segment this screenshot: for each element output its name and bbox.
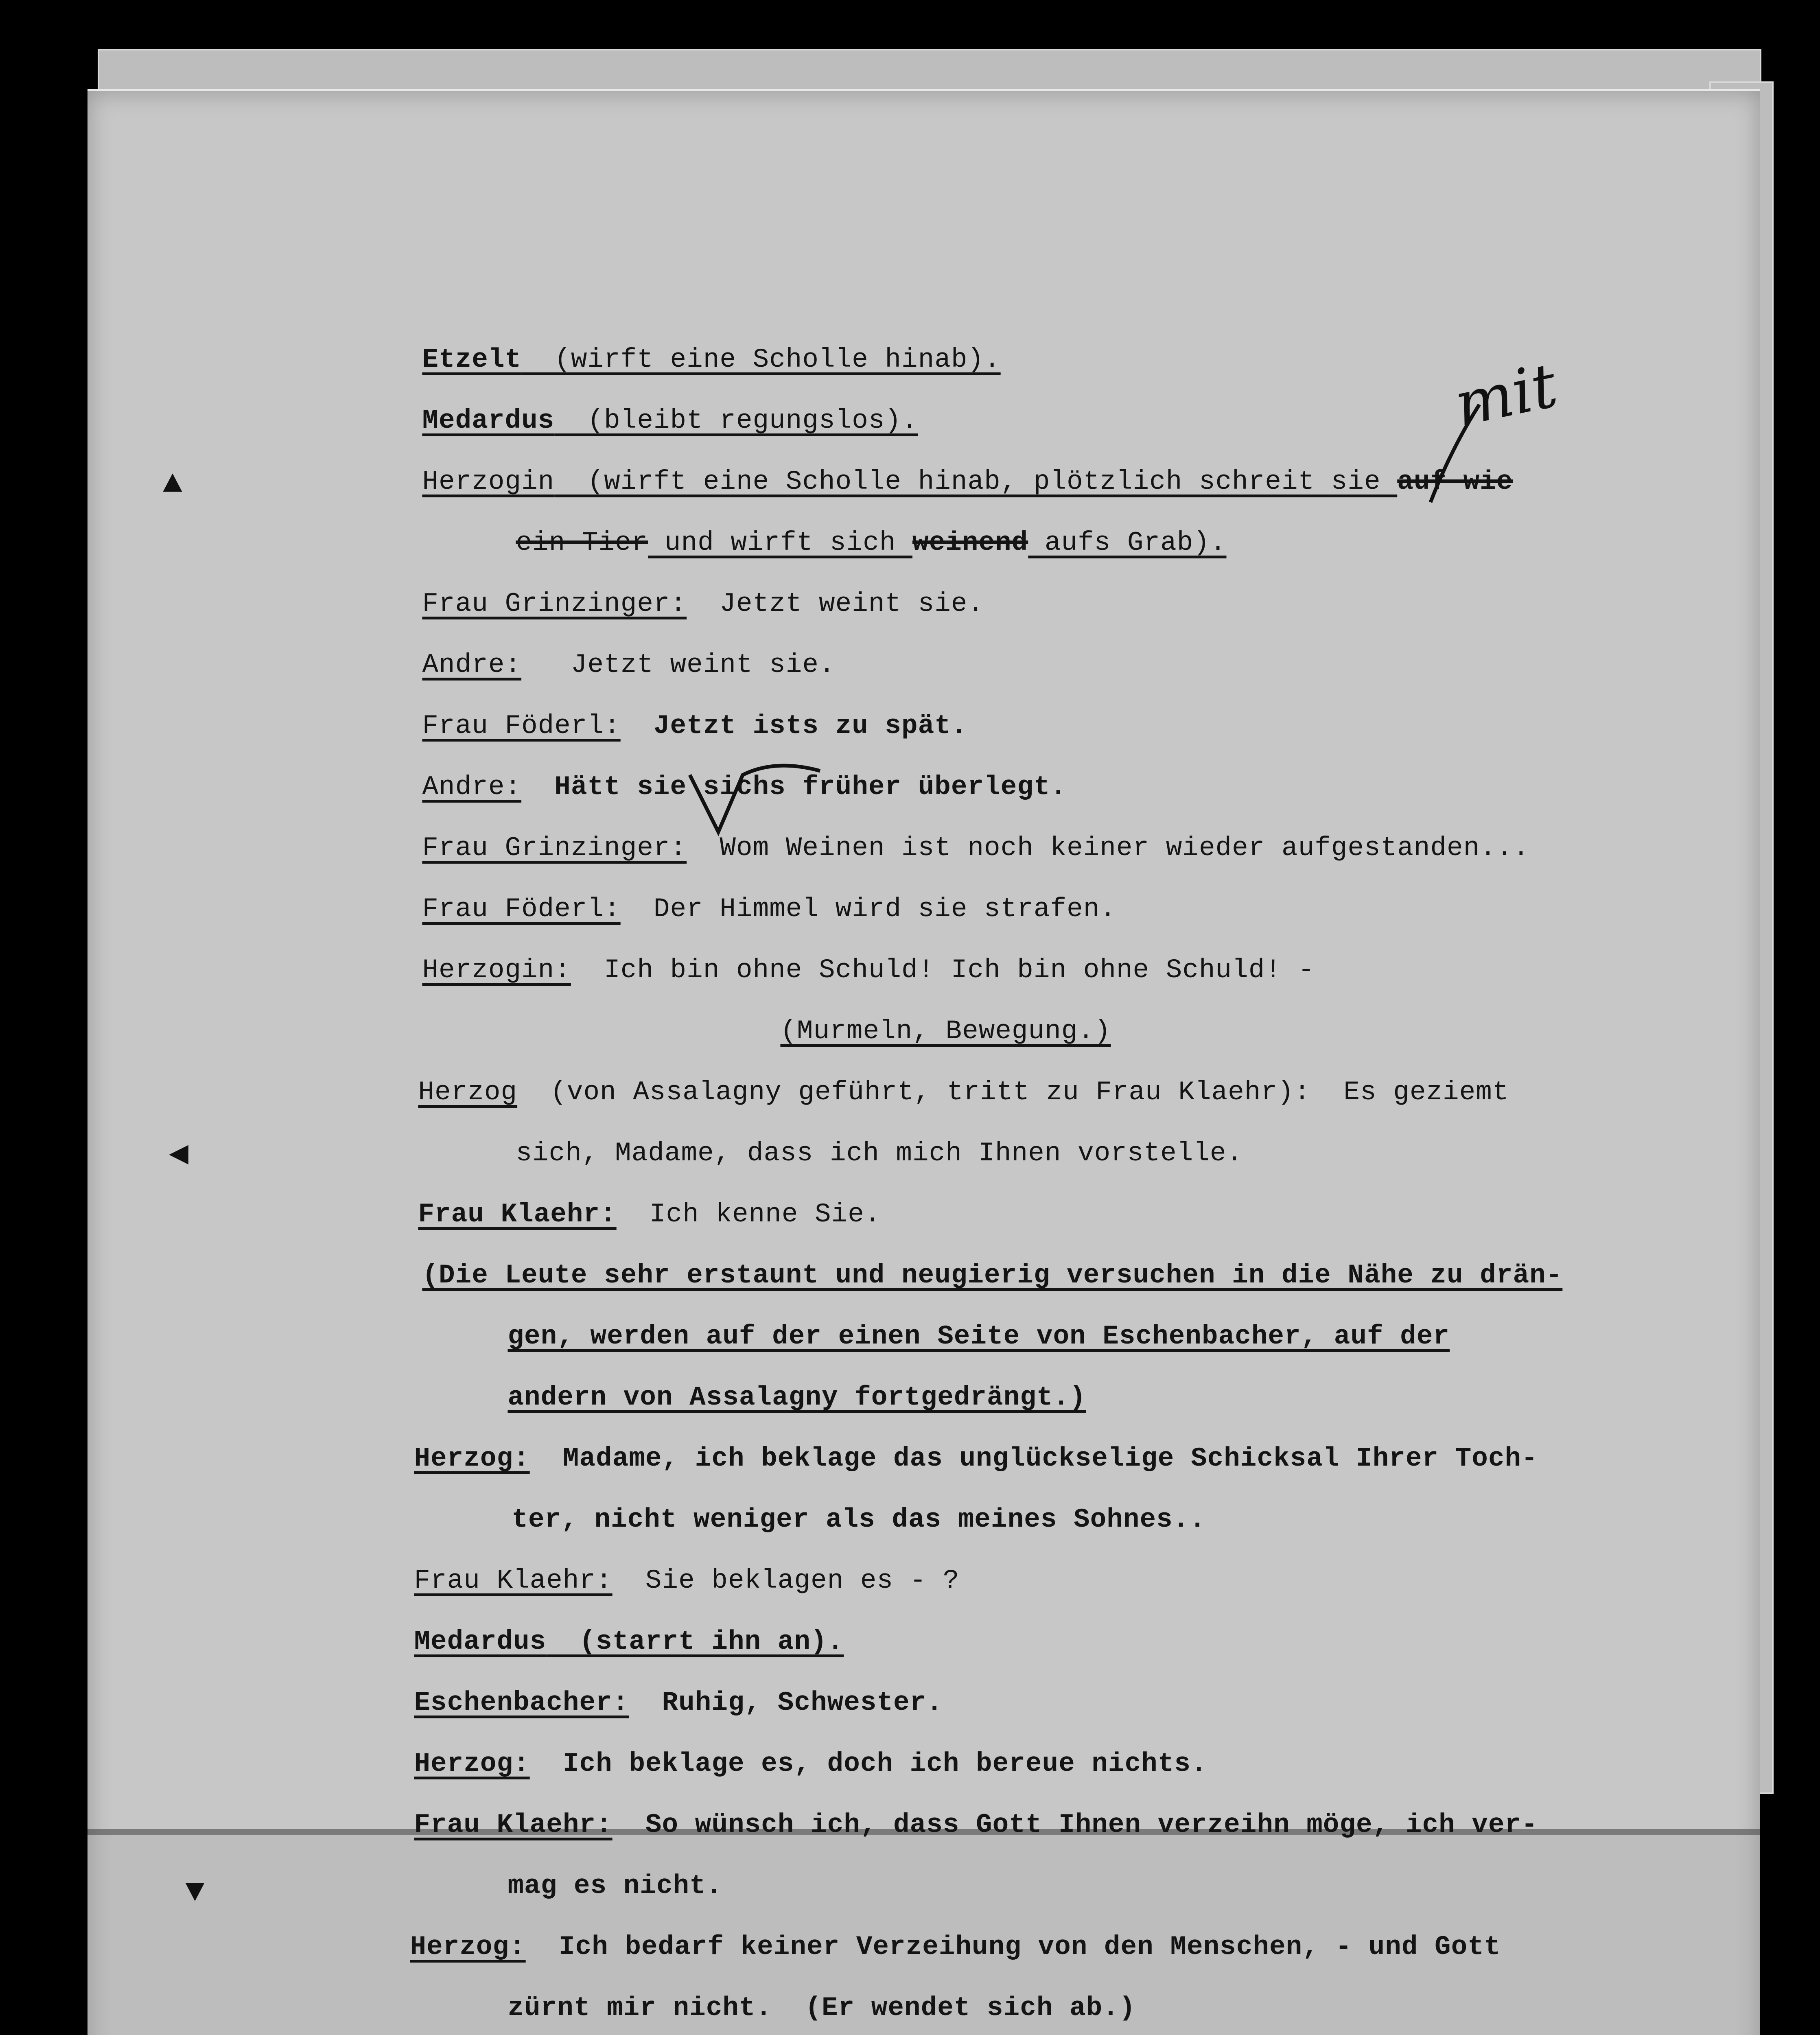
dialogue-text: Ruhig, Schwester. [629,1687,943,1718]
struck-text: ein Tier [516,527,648,558]
speaker-name: Frau Föderl: [422,894,621,924]
dialogue-text: zürnt mir nicht. (Er wendet sich ab.) [508,1993,1136,2023]
dialogue-text: ter, nicht weniger als das meines Sohnes.. [512,1504,1206,1535]
speaker-name: Frau Klaehr: [414,1565,612,1596]
stage-direction: (wirft eine Scholle hinab). [521,344,1001,375]
handwritten-stroke [1422,400,1488,506]
script-line [340,2020,1546,2035]
speaker-name: Medardus [422,405,555,436]
struck-text: weinend [912,527,1028,558]
speaker-name: Frau Grinzinger: [422,833,687,863]
stage-direction: (Murmeln, Bewegung.) [780,1016,1111,1046]
dialogue-text: mag es nicht. [508,1871,723,1901]
stage-direction: gen, werden auf der einen Seite von Eschenbacher, auf der [508,1321,1450,1352]
speaker-name: Herzogin: [422,955,571,985]
document-page [88,89,1760,2035]
dialogue-text: Der Himmel wird sie strafen. [620,894,1116,924]
speaker-name: Etzelt [422,344,522,375]
dialogue-text: Jetzt weint sie. [521,650,836,680]
speaker-name: Frau Grinzinger: [422,589,687,619]
scan-speck: ▲ [163,466,183,503]
speaker-name: Medardus [414,1626,547,1657]
stage-direction: (bleibt regungslos). [554,405,918,436]
dialogue-text: Sie beklagen es - ? [612,1565,960,1596]
stage-direction: (starrt ihn an). [546,1626,844,1657]
stage-direction: aufs Grab). [1028,527,1227,558]
speaker-name: Herzog: [410,1932,526,1962]
stage-direction: (wirft eine Scholle hinab, plötzlich schreit sie [554,466,1398,497]
speaker-name: Herzog: [414,1748,530,1779]
dialogue-text: Jetzt weint sie. [687,589,984,619]
dialogue-text: Madame, ich beklage das unglückselige Schicksal Ihrer Toch- [529,1443,1538,1474]
dialogue-text: sich, Madame, dass ich mich Ihnen vorstelle. [516,1138,1243,1168]
speaker-name: Andre: [422,650,522,680]
dialogue-text: Ich kenne Sie. [616,1199,881,1230]
stage-direction: (Die Leute sehr erstaunt und neugierig versuchen in die Nähe zu drän- [422,1260,1563,1291]
speaker-name: Herzogin [422,466,555,497]
handwritten-v-mark [682,759,828,840]
speaker-name: Frau Klaehr: [414,1810,612,1840]
dialogue-text: Ich bin ohne Schuld! Ich bin ohne Schuld! - [571,955,1315,985]
dialogue-text: Wom Weinen ist noch keiner wieder aufgestanden... [687,833,1530,863]
dialogue-text: Ich beklage es, doch ich bereue nichts. [529,1748,1208,1779]
struck-text: auf wie [1397,466,1513,497]
speaker-name: Herzog [418,1077,518,1107]
scan-speck: ◀ [169,1136,189,1173]
speaker-name: Eschenbacher: [414,1687,629,1718]
dialogue-text: Jetzt ists zu spät. [620,711,968,741]
dialogue-text: Hätt sie sichs früher überlegt. [521,772,1067,802]
handwritten-annotation: mit [1448,350,1563,441]
stage-direction: und wirft sich [648,527,912,558]
stage-direction: andern von Assalagny fortgedrängt.) [508,1382,1086,1413]
dialogue-text: (von Assalagny geführt, tritt zu Frau Klaehr): Es geziemt [517,1077,1509,1107]
dialogue-text: So wünsch ich, dass Gott Ihnen verzeihn möge, ich ver- [612,1810,1538,1840]
speaker-name: Frau Klaehr: [418,1199,617,1230]
speaker-name: Frau Föderl: [422,711,621,741]
speaker-name: Herzog: [414,1443,530,1474]
scan-speck: ▼ [185,1874,205,1911]
speaker-name: Andre: [422,772,522,802]
dialogue-text: Ich bedarf keiner Verzeihung von den Menschen, - und Gott [525,1932,1501,1962]
